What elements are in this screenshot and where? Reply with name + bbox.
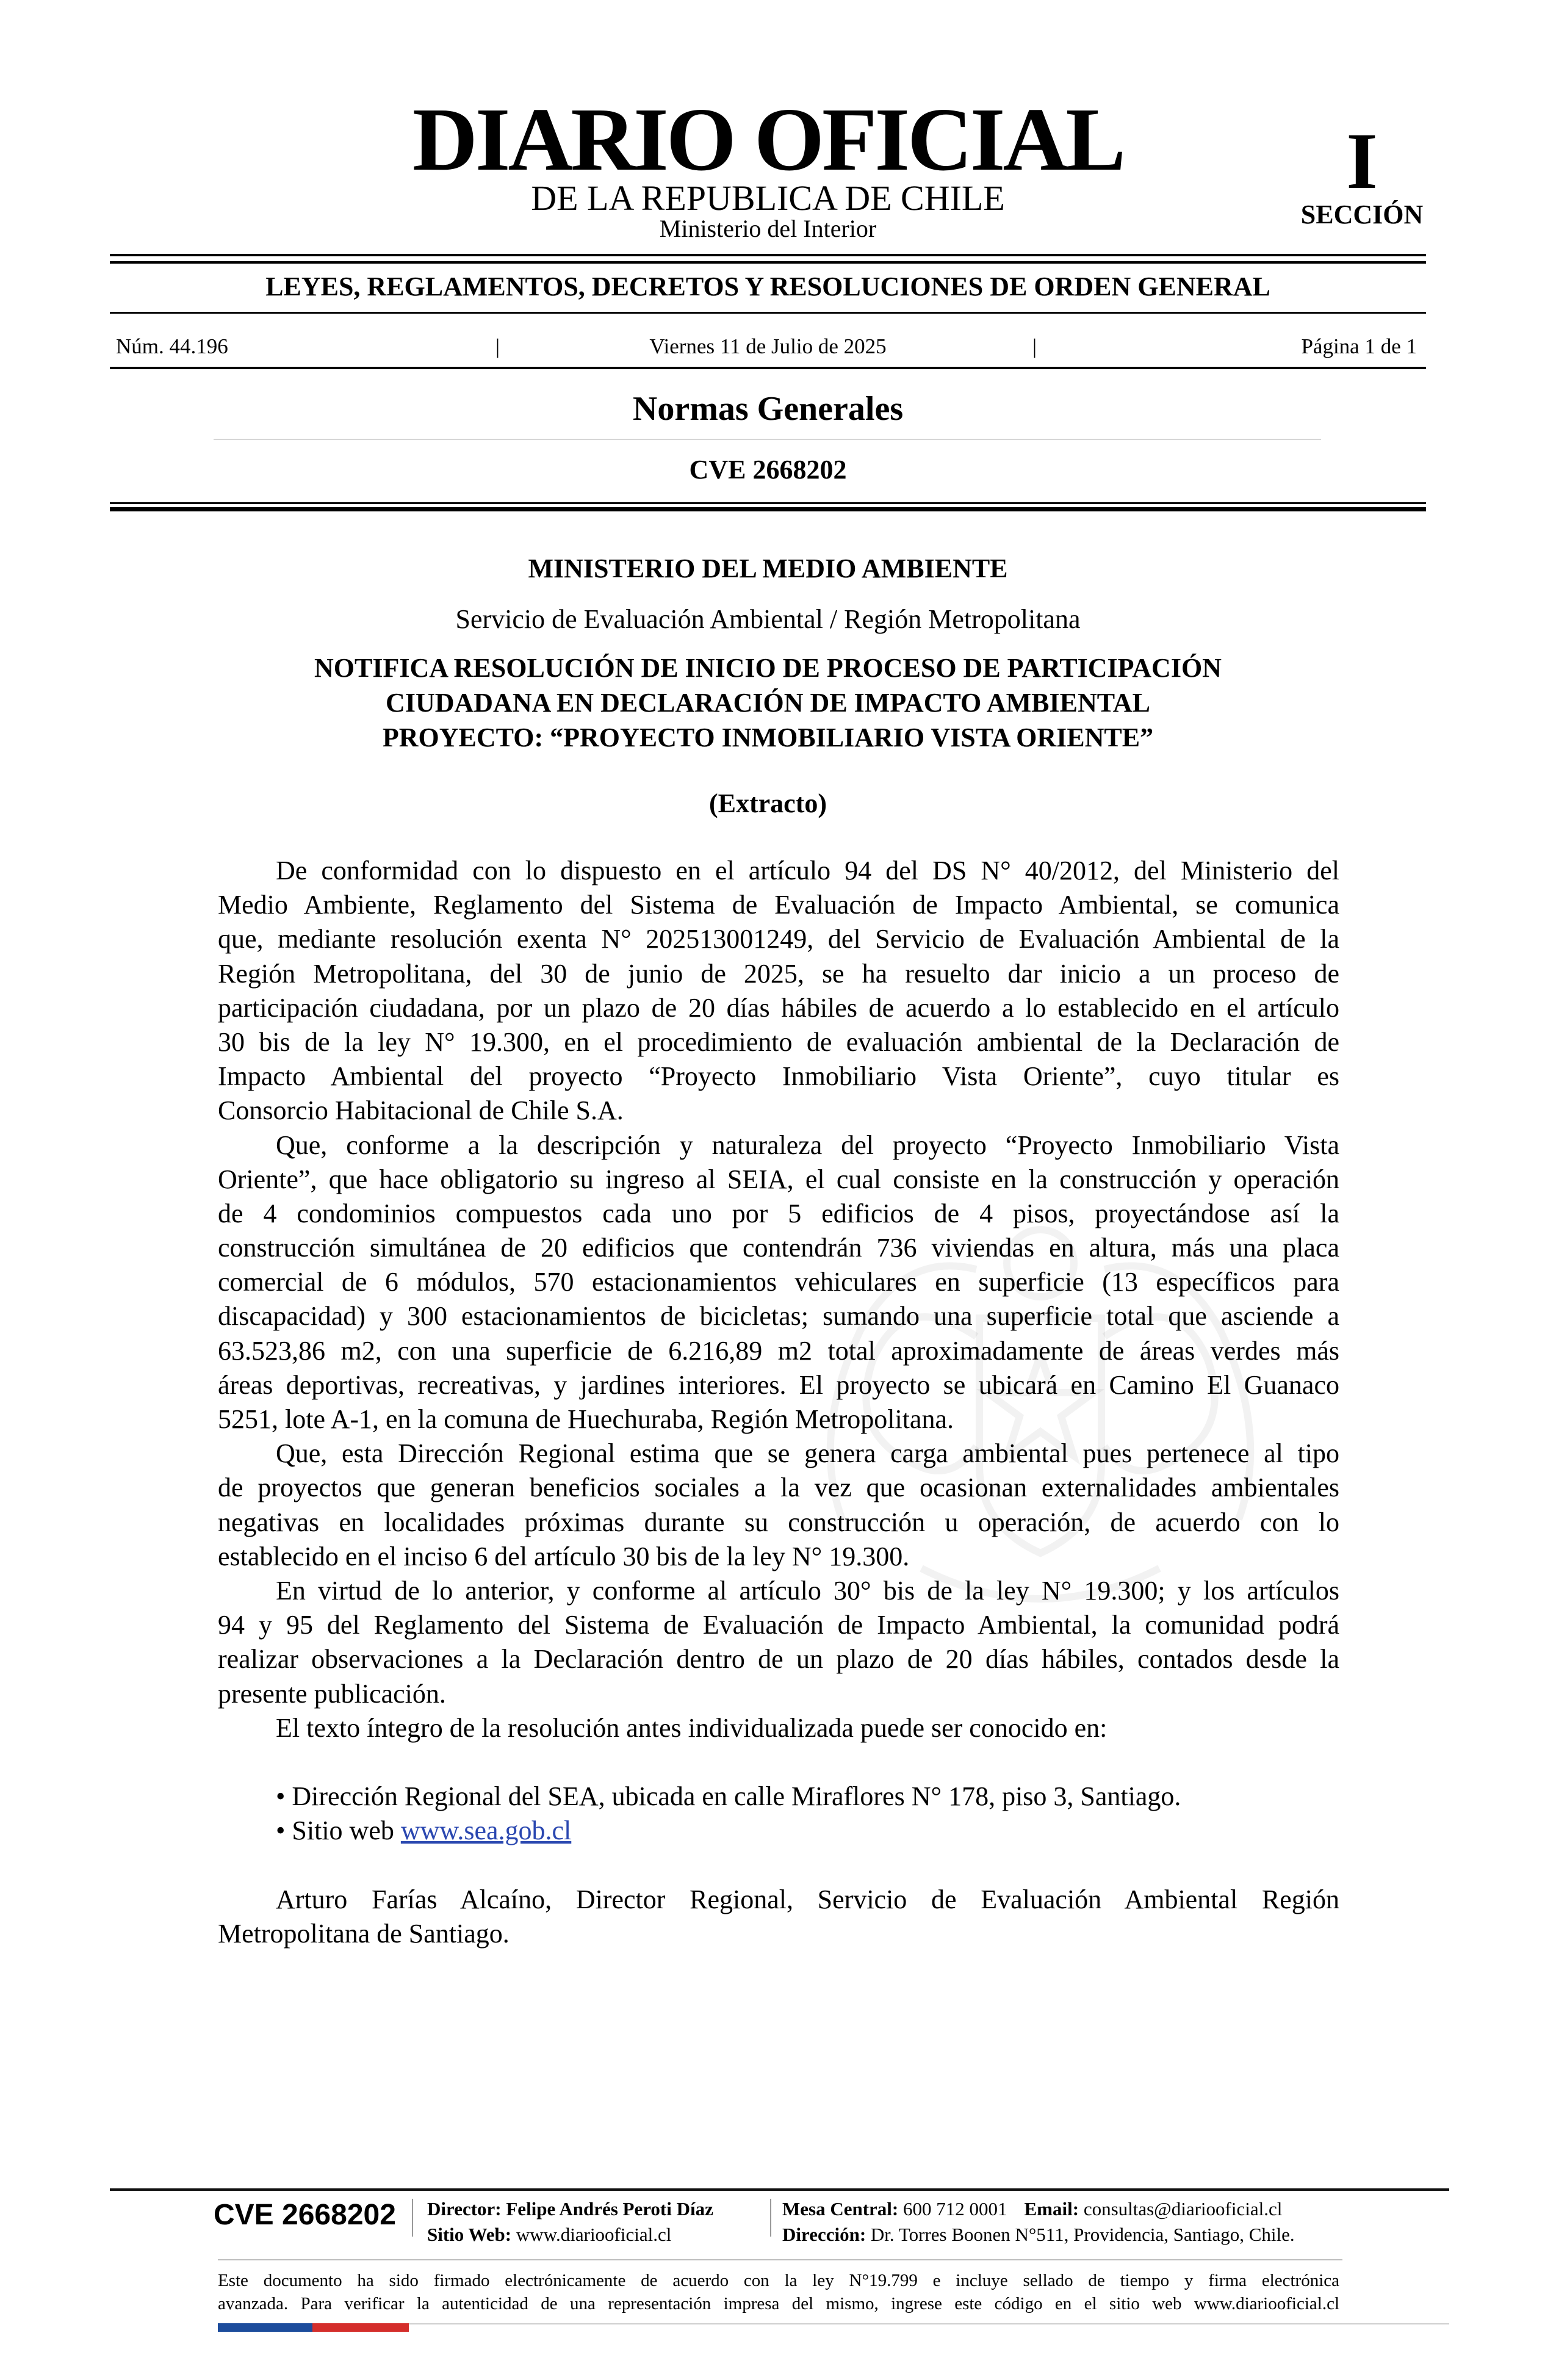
paragraph-line: Región Metropolitana, del 30 de junio de 2025, se ha resuelto dar inicio a un proceso de xyxy=(218,958,1339,989)
flag-bar-blue xyxy=(218,2323,312,2332)
footer-director-block xyxy=(427,2196,713,2248)
email-label: Email: xyxy=(1024,2198,1079,2220)
bullet-marker: • xyxy=(276,1816,286,1846)
paragraph-line: Medio Ambiente, Reglamento del Sistema de Evaluación de Impacto Ambiental, se comunica xyxy=(218,890,1339,920)
paragraph-line: que, mediante resolución exenta N° 202513001249, del Servicio de Evaluación Ambiental de la xyxy=(218,924,1339,954)
section-number: I xyxy=(1346,116,1378,206)
paragraph-line: 5251, lote A-1, en la comuna de Huechuraba, Región Metropolitana. xyxy=(218,1404,954,1434)
paragraph-line: áreas deportivas, recreativas, y jardines interiores. El proyecto se ubicará en Camino El Guanaco xyxy=(218,1369,1339,1400)
paragraph-line: Oriente”, que hace obligatorio su ingreso al SEIA, el cual consiste en la construcción y operación xyxy=(218,1164,1339,1194)
issue-separator: | xyxy=(495,334,500,358)
address-value: Dr. Torres Boonen N°511, Providencia, Santiago, Chile. xyxy=(870,2224,1295,2245)
masthead-rule-top xyxy=(110,254,1426,256)
footer-website xyxy=(427,2222,713,2248)
footer-notice-line: avanzada. Para verificar la autenticidad de una representación impresa del mismo, ingrese este código en el sitio web www.diariooficial.cl xyxy=(218,2294,1339,2313)
cve-code: CVE 2668202 xyxy=(689,455,847,485)
bullet-text: Dirección Regional del SEA, ubicada en calle Miraflores N° 178, piso 3, Santiago. xyxy=(292,1781,1181,1812)
paragraph-line: de proyectos que generan beneficios sociales a la vez que ocasionan externalidades ambientales xyxy=(218,1473,1339,1503)
paragraph-line: Que, conforme a la descripción y naturaleza del proyecto “Proyecto Inmobiliario Vista xyxy=(276,1130,1339,1160)
paragraph-line: Consorcio Habitacional de Chile S.A. xyxy=(218,1095,624,1126)
issue-separator: | xyxy=(1032,334,1037,358)
footer-separator xyxy=(770,2199,771,2237)
signature xyxy=(218,1883,1339,1951)
paragraph-line: 63.523,86 m2, con una superficie de 6.216,89 m2 total aproximadamente de áreas verdes más xyxy=(218,1335,1339,1366)
flag-bar-line xyxy=(409,2323,1449,2324)
paragraph xyxy=(218,1437,1339,1574)
paragraph-line: construcción simultánea de 20 edificios que contendrán 736 viviendas en altura, más una placa xyxy=(218,1233,1339,1263)
issue-rule xyxy=(110,367,1426,369)
paragraph-line: De conformidad con lo dispuesto en el artículo 94 del DS N° 40/2012, del Ministerio del xyxy=(276,856,1339,885)
paragraph-line: comercial de 6 módulos, 570 estacionamientos vehiculares en superficie (13 específicos para xyxy=(218,1267,1339,1297)
bullet-item xyxy=(218,1780,1339,1814)
extract-label: (Extracto) xyxy=(708,788,827,818)
category-heading: LEYES, REGLAMENTOS, DECRETOS Y RESOLUCIONES DE ORDEN GENERAL xyxy=(265,272,1270,301)
paragraph-line: participación ciudadana, por un plazo de 20 días hábiles de acuerdo a lo establecido en el artículo xyxy=(218,992,1339,1023)
paragraph-line: negativas en localidades próximas durante su construcción u operación, de acuerdo con lo xyxy=(218,1507,1339,1537)
issue-date: Viernes 11 de Julio de 2025 xyxy=(649,334,887,358)
footer-separator xyxy=(412,2199,413,2237)
signature-line: Metropolitana de Santiago. xyxy=(218,1918,510,1949)
footer-notice-line: Este documento ha sido firmado electrónicamente de acuerdo con la ley N°19.799 e incluye sellado de tiempo y firma electrónica xyxy=(218,2271,1339,2290)
footer-cve-code: CVE 2668202 xyxy=(214,2199,396,2231)
email-value: consultas@diariooficial.cl xyxy=(1083,2198,1283,2220)
paragraph xyxy=(218,1711,1339,1745)
section-label: SECCIÓN xyxy=(1300,200,1424,229)
paragraph xyxy=(218,854,1339,1128)
footer-address xyxy=(782,2222,1295,2248)
bullet-marker: • xyxy=(276,1781,286,1812)
document-title-line: PROYECTO: “PROYECTO INMOBILIARIO VISTA ORIENTE” xyxy=(382,723,1154,752)
document-title xyxy=(110,651,1426,755)
flag-bar-red xyxy=(312,2323,409,2332)
paragraph xyxy=(218,1574,1339,1711)
paragraph-line: establecido en el inciso 6 del artículo 30 bis de la ley N° 19.300. xyxy=(218,1541,910,1571)
sea-website-link[interactable]: www.sea.gob.cl xyxy=(400,1816,572,1846)
blank-line xyxy=(218,1745,1339,1780)
heading-divider xyxy=(214,439,1321,440)
paragraph-line: presente publicación. xyxy=(218,1678,446,1709)
paragraph-line: Impacto Ambiental del proyecto “Proyecto Inmobiliario Vista Oriente”, cuyo titular es xyxy=(218,1061,1339,1092)
cve-rule-thin xyxy=(110,502,1426,504)
website-label: Sitio Web: xyxy=(427,2224,512,2245)
director-label: Director: xyxy=(427,2198,502,2220)
category-rule xyxy=(110,312,1426,314)
masthead-ministry: Ministerio del Interior xyxy=(659,215,877,242)
paragraph-line: 94 y 95 del Reglamento del Sistema de Evaluación de Impacto Ambiental, la comunidad podrá xyxy=(218,1610,1339,1640)
footer-rule xyxy=(110,2188,1449,2191)
address-label: Dirección: xyxy=(782,2224,866,2245)
footer-contact-block xyxy=(782,2196,1295,2248)
blank-line xyxy=(218,1848,1339,1882)
masthead-rule-bottom xyxy=(110,261,1426,264)
document-title-line: CIUDADANA EN DECLARACIÓN DE IMPACTO AMBIENTAL xyxy=(386,688,1150,718)
issue-page: Página 1 de 1 xyxy=(1301,334,1417,358)
phone-value: 600 712 0001 xyxy=(903,2198,1007,2220)
document-ministry: MINISTERIO DEL MEDIO AMBIENTE xyxy=(528,554,1008,583)
paragraph-line: Que, esta Dirección Regional estima que se genera carga ambiental pues pertenece al tipo xyxy=(276,1438,1339,1469)
bullet-text: Sitio web xyxy=(292,1816,394,1846)
bullet-item xyxy=(218,1814,1339,1848)
issue-number: Núm. 44.196 xyxy=(116,334,228,358)
phone-label: Mesa Central: xyxy=(782,2198,899,2220)
paragraph-line: 30 bis de la ley N° 19.300, en el procedimiento de evaluación ambiental de la Declaración de xyxy=(218,1026,1339,1057)
body-text xyxy=(218,854,1339,1951)
paragraph-line: discapacidad) y 300 estacionamientos de bicicletas; sumando una superficie total que asciende a xyxy=(218,1301,1339,1332)
paragraph-line: de 4 condominios compuestos cada uno por 5 edificios de 4 pisos, proyectándose así la xyxy=(218,1198,1339,1228)
director-name: Felipe Andrés Peroti Díaz xyxy=(506,2198,713,2220)
cve-rule-thick xyxy=(110,507,1426,511)
paragraph-line: El texto íntegro de la resolución antes individualizada puede ser conocido en: xyxy=(276,1712,1108,1743)
masthead-subtitle: DE LA REPUBLICA DE CHILE xyxy=(531,178,1005,218)
document-title-line: NOTIFICA RESOLUCIÓN DE INICIO DE PROCESO DE PARTICIPACIÓN xyxy=(314,653,1222,683)
footer-notice xyxy=(218,2269,1339,2315)
paragraph xyxy=(218,1128,1339,1437)
footer-director xyxy=(427,2196,713,2222)
website-value: www.diariooficial.cl xyxy=(516,2224,672,2245)
paragraph-line: realizar observaciones a la Declaración dentro de un plazo de 20 días hábiles, contados desde la xyxy=(218,1644,1339,1675)
section-heading: Normas Generales xyxy=(632,390,904,428)
paragraph-line: En virtud de lo anterior, y conforme al artículo 30° bis de la ley N° 19.300; y los artículos xyxy=(276,1575,1339,1606)
document-service: Servicio de Evaluación Ambiental / Región Metropolitana xyxy=(455,604,1081,634)
masthead-title: DIARIO OFICIAL xyxy=(412,90,1124,190)
signature-line: Arturo Farías Alcaíno, Director Regional, Servicio de Evaluación Ambiental Región xyxy=(276,1884,1339,1914)
footer-phone-email xyxy=(782,2196,1295,2222)
footer-thin-rule xyxy=(218,2259,1342,2260)
